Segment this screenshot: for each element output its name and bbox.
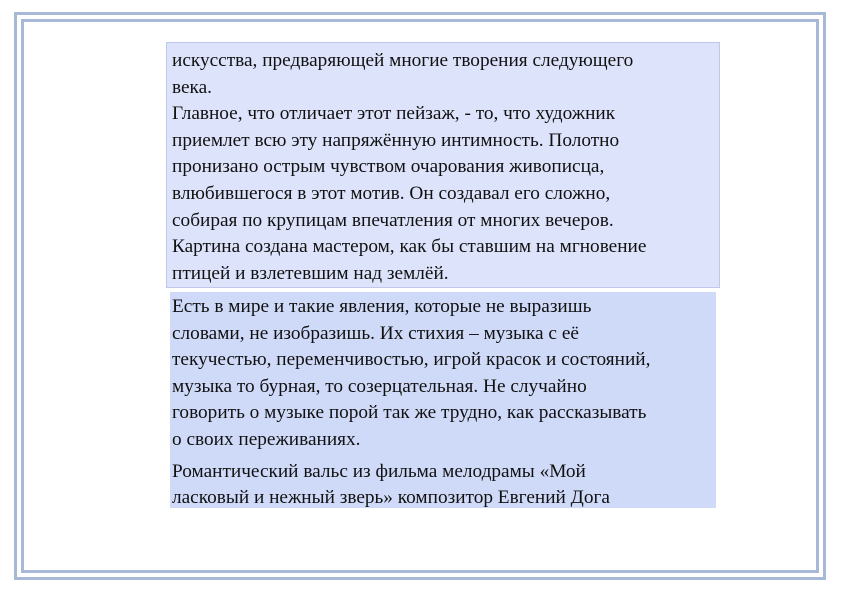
paragraph-waltz: Романтический вальс из фильма мелодрамы «Мой ласковый и нежный зверь» композитор Евгений Дога [172, 460, 610, 509]
paragraph-landscape: Главное, что отличает этот пейзаж, - то, что художник приемлет всю эту напряжённую интимность. Полотно пронизано острым чувством очарования живописца, влюбившегося в этот мотив. Он создавал его сложно, собирая по крупицам впечатления от многих вечеров. Картина создана мастером, как бы ставшим на мгновение птицей и взлетевшим над землёй. [172, 103, 647, 284]
paragraph-music: Есть в мире и такие явления, которые не выразишь словами, не изобразишь. Их стихия – музыка с её текучестью, переменчивостью, игрой красок и состояний, музыка то бурная, то созерцательная. Не случайно говорить о музыке порой так же трудно, как рассказывать о своих переживаниях. [172, 296, 651, 450]
text-block-music [170, 292, 716, 508]
text-block-landscape [166, 42, 720, 288]
paragraph-intro-fragment: искусства, предваряющей многие творения следующего века. [172, 50, 634, 98]
